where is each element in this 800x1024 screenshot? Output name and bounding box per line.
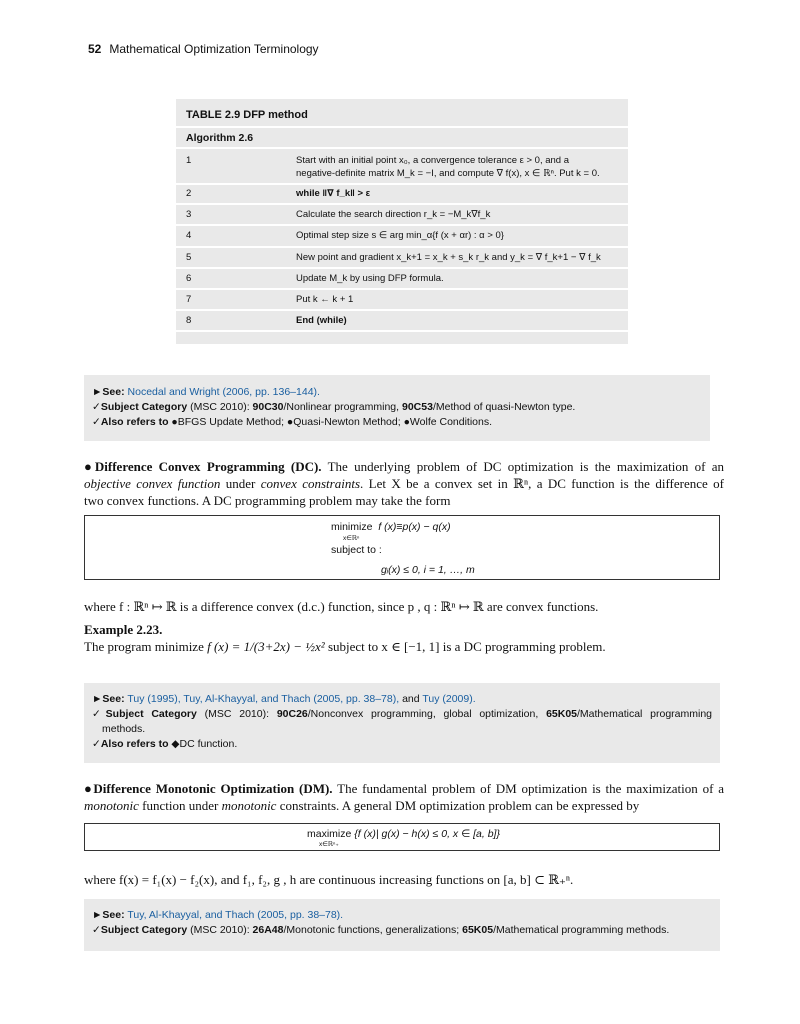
check-icon: ✓ (92, 416, 101, 428)
reference-box: ►See: Tuy (1995), Tuy, Al-Khayyal, and Thach (2005, pp. 38–78), and Tuy (2009). ✓Subject Category (MSC 2010): 90C26/Nonconvex programming, global optimization, 65K05/Mathematical programming methods. ✓Also refers to ◆DC function. (84, 683, 720, 763)
reference-link[interactable]: Tuy (1995), (127, 693, 181, 705)
dm-entry: ●Difference Monotonic Optimization (DM). The fundamental problem of DM optimization is the maximization of a monotonic function under monotonic constraints. A general DM optimization problem can be expressed by (84, 781, 724, 813)
page-number: 52 (88, 42, 102, 56)
reference-box: ►See: Tuy, Al-Khayyal, and Thach (2005, pp. 38–78). ✓Subject Category (MSC 2010): 26A48/Monotonic functions, generalizations; 65K05/Mathematical programming methods. (84, 899, 720, 951)
formula-box: minimize f (x)≡p(x) − q(x) x∈ℝⁿ subject to : gᵢ(x) ≤ 0, i = 1, …, m (84, 515, 720, 580)
reference-link[interactable]: Tuy, Al-Khayyal, and Thach (2005, pp. 38–78). (127, 909, 344, 921)
arrow-icon: ► (92, 909, 103, 921)
check-icon: ✓ (92, 924, 101, 936)
bullet-icon: ● (403, 416, 410, 428)
check-icon: ✓ (92, 401, 101, 413)
bullet-icon: ● (171, 416, 178, 428)
bullet-icon: ● (286, 416, 294, 428)
reference-link[interactable]: Tuy, Al-Khayyal, and Thach (2005, pp. 38–78), (183, 693, 400, 705)
arrow-icon: ► (92, 386, 103, 398)
running-title: Mathematical Optimization Terminology (109, 42, 319, 56)
example-title: Example 2.23. (84, 622, 163, 637)
reference-link[interactable]: Tuy (2009). (422, 693, 476, 705)
formula-box: maximize {f (x)| g(x) − h(x) ≤ 0, x ∈ [a, b]} x∈ℝⁿ₊ (84, 823, 720, 851)
bullet-icon: ● (84, 459, 95, 474)
table-title: TABLE 2.9 DFP method (186, 109, 308, 121)
check-icon: ✓ (92, 708, 106, 720)
reference-link[interactable]: Nocedal and Wright (2006, pp. 136–144). (127, 386, 320, 398)
running-header (88, 42, 319, 56)
algorithm-label: Algorithm 2.6 (186, 132, 254, 144)
bullet-icon: ● (84, 781, 94, 796)
body-text: where f : ℝⁿ ↦ ℝ is a difference convex (d.c.) function, since p , q : ℝⁿ ↦ ℝ are convex functions. (84, 599, 599, 614)
dfp-method-table: TABLE 2.9 DFP method Algorithm 2.6 1 Start with an initial point x₀, a convergence tolerance ε > 0, and a negative-definite matrix M_k = −I, and compute ∇ f(x), x ∈ ℝⁿ. Put k = 0. 2 while ‖∇ f_k‖ > ε 3 Calculate the search direction r_k = −M_k∇f_k 4 Optimal step size s ∈ arg min_α{f (x + αr) : α > 0} 5 New point and gradient x_k+1 = x_k + s_k r_k and y_k = ∇ f_k+1 − ∇ f_k 6 Update M_k by using DFP formula. 7 Put k ← k + 1 8 End (while) (176, 99, 628, 344)
reference-box: ►See: Nocedal and Wright (2006, pp. 136–144). ✓Subject Category (MSC 2010): 90C30/Nonlinear programming, 90C53/Method of quasi-Newton type. ✓Also refers to ●BFGS Update Method; ●Quasi-Newton Method; ●Wolfe Conditions. (84, 375, 710, 441)
check-icon: ✓ (92, 738, 101, 750)
term-title: Difference Monotonic Optimization (DM). (93, 781, 333, 796)
dc-entry: ●Difference Convex Programming (DC). The underlying problem of DC optimization is the maximization of an objective convex function under convex constraints. Let X be a convex set in ℝⁿ, a DC function is the difference of two convex functions. A DC programming problem may take the form (84, 459, 724, 508)
term-title: Difference Convex Programming (DC). (94, 459, 322, 474)
body-text: where f(x) = f₁(x) − f₂(x), and f₁, f₂, g , h are continuous increasing functions on [a, b] ⊂ ℝ₊ⁿ. (84, 872, 574, 887)
arrow-icon: ► (92, 693, 103, 705)
diamond-icon: ◆ (171, 738, 180, 750)
example-text: The program minimize f (x) = 1/(3+2x) − ½x² subject to x ∈ [−1, 1] is a DC programming problem. (84, 639, 606, 654)
